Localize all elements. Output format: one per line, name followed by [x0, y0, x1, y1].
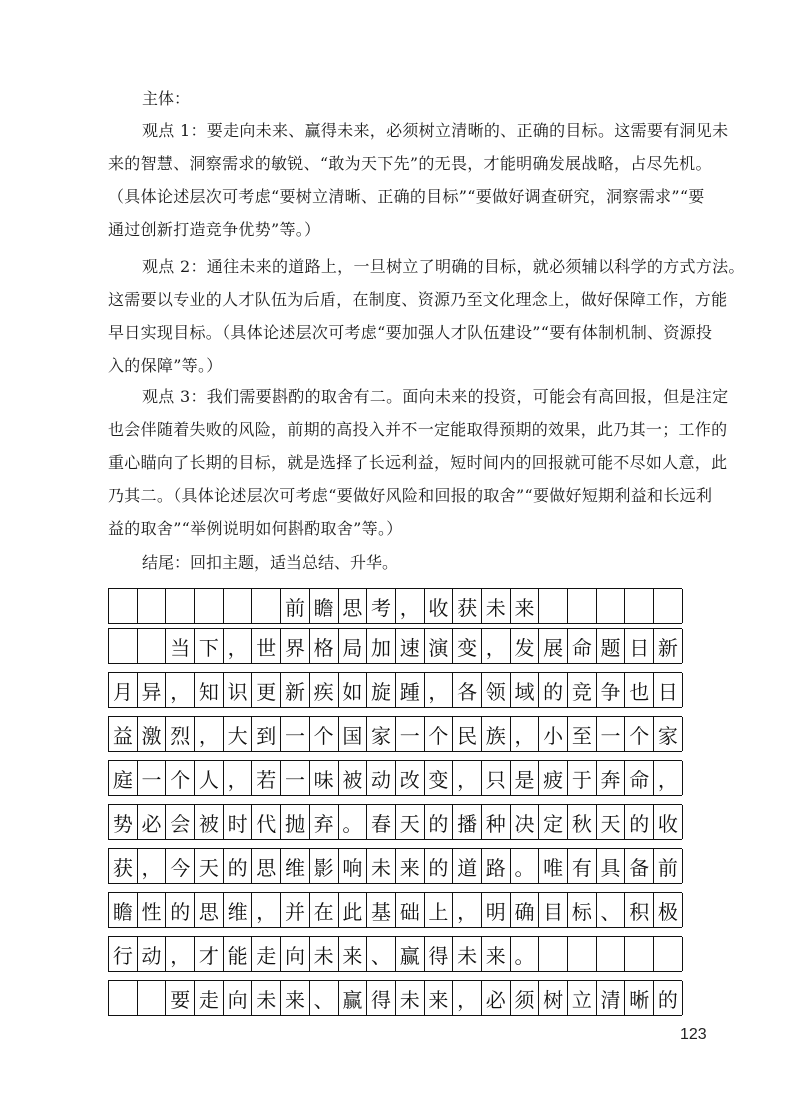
text-line: 观点 1：要走向未来、赢得未来，必须树立清晰的、正确的目标。这需要有洞见未 — [142, 121, 729, 140]
grid-cell: ， — [166, 673, 195, 707]
grid-cell: 。 — [511, 849, 540, 883]
paragraph-viewpoint-2 — [108, 250, 745, 382]
grid-cell: 极 — [654, 893, 683, 927]
grid-cell: 并 — [281, 893, 310, 927]
grid-cell: 备 — [625, 849, 654, 883]
grid-cell: 必 — [482, 981, 511, 1015]
grid-cell: 下 — [195, 629, 224, 663]
grid-cell: 天 — [597, 805, 626, 839]
grid-cell: 如 — [339, 673, 368, 707]
grid-cell: 日 — [625, 629, 654, 663]
grid-cell: 秋 — [568, 805, 597, 839]
grid-cell: 基 — [367, 893, 396, 927]
grid-cell: 天 — [195, 849, 224, 883]
grid-cell: 走 — [195, 981, 224, 1015]
grid-row — [108, 672, 682, 708]
grid-cell: 天 — [396, 805, 425, 839]
paragraph-viewpoint-1 — [108, 114, 729, 246]
grid-cell — [138, 629, 167, 663]
grid-cell: 踵 — [396, 673, 425, 707]
grid-cell: 被 — [195, 805, 224, 839]
grid-row — [108, 628, 682, 664]
grid-cell: 速 — [396, 629, 425, 663]
grid-cell: 格 — [310, 629, 339, 663]
grid-cell: 改 — [396, 761, 425, 795]
grid-row — [108, 588, 682, 624]
grid-cell: 性 — [138, 893, 167, 927]
grid-cell: 必 — [138, 805, 167, 839]
page-number: 123 — [680, 1026, 707, 1043]
grid-cell: 命 — [568, 629, 597, 663]
grid-cell — [654, 589, 683, 623]
grid-cell: 来 — [281, 981, 310, 1015]
grid-cell: ， — [224, 761, 253, 795]
grid-cell: 明 — [482, 893, 511, 927]
grid-cell: 势 — [109, 805, 138, 839]
text-line: 来的智慧、洞察需求的敏锐、“敢为天下先”的无畏，才能明确发展战略，占尽先机。 — [108, 154, 712, 173]
grid-cell: 标 — [568, 893, 597, 927]
grid-cell: 族 — [482, 717, 511, 751]
grid-cell — [597, 589, 626, 623]
grid-cell: 思 — [195, 893, 224, 927]
grid-cell — [568, 589, 597, 623]
grid-cell: 烈 — [166, 717, 195, 751]
grid-cell: 决 — [511, 805, 540, 839]
grid-cell: 界 — [281, 629, 310, 663]
grid-cell: 小 — [539, 717, 568, 751]
grid-cell: 须 — [511, 981, 540, 1015]
grid-cell: 、 — [597, 893, 626, 927]
grid-cell: 家 — [654, 717, 683, 751]
grid-cell: 庭 — [109, 761, 138, 795]
grid-cell: 一 — [281, 717, 310, 751]
grid-cell: ， — [453, 761, 482, 795]
grid-cell: 目 — [539, 893, 568, 927]
grid-cell: 道 — [453, 849, 482, 883]
grid-cell: 种 — [482, 805, 511, 839]
grid-cell: 知 — [195, 673, 224, 707]
grid-cell: 月 — [109, 673, 138, 707]
grid-cell: 未 — [252, 981, 281, 1015]
grid-cell: 得 — [367, 981, 396, 1015]
grid-cell: 前 — [281, 589, 310, 623]
grid-cell: 被 — [339, 761, 368, 795]
grid-row — [108, 980, 682, 1016]
grid-cell: 人 — [195, 761, 224, 795]
grid-cell: 能 — [224, 937, 253, 971]
grid-cell: ， — [482, 629, 511, 663]
grid-cell: 的 — [224, 849, 253, 883]
grid-cell: 竞 — [568, 673, 597, 707]
grid-cell: 至 — [568, 717, 597, 751]
grid-cell: 一 — [597, 717, 626, 751]
grid-cell: 未 — [367, 849, 396, 883]
grid-cell: 变 — [425, 761, 454, 795]
grid-cell: 动 — [367, 761, 396, 795]
grid-cell — [138, 981, 167, 1015]
grid-cell: 收 — [654, 805, 683, 839]
grid-cell — [195, 589, 224, 623]
grid-cell: 的 — [539, 673, 568, 707]
grid-cell: 于 — [568, 761, 597, 795]
grid-cell: 疾 — [310, 673, 339, 707]
text-line: 通过创新打造竞争优势”等。） — [108, 220, 321, 239]
section-heading: 主体： — [142, 89, 191, 108]
grid-cell: 来 — [482, 937, 511, 971]
grid-cell: 。 — [511, 937, 540, 971]
grid-cell: 维 — [281, 849, 310, 883]
grid-cell: 、 — [367, 937, 396, 971]
grid-cell: 的 — [425, 805, 454, 839]
grid-cell: 具 — [597, 849, 626, 883]
grid-cell: 一 — [396, 717, 425, 751]
grid-cell: 未 — [453, 937, 482, 971]
text-line: 也会伴随着失败的风险，前期的高投入并不一定能取得预期的效果，此乃其一；工作的 — [108, 420, 728, 439]
grid-cell: ， — [425, 673, 454, 707]
grid-cell: 发 — [511, 629, 540, 663]
grid-cell: 清 — [597, 981, 626, 1015]
grid-cell: 争 — [597, 673, 626, 707]
grid-row — [108, 848, 682, 884]
grid-cell: 的 — [625, 805, 654, 839]
grid-cell: 、 — [310, 981, 339, 1015]
grid-cell: 若 — [252, 761, 281, 795]
grid-cell: 世 — [252, 629, 281, 663]
grid-cell: 赢 — [396, 937, 425, 971]
grid-cell: 更 — [252, 673, 281, 707]
grid-row — [108, 936, 682, 972]
grid-cell: 旋 — [367, 673, 396, 707]
grid-cell: ， — [453, 981, 482, 1015]
grid-cell — [625, 937, 654, 971]
grid-cell: 未 — [396, 981, 425, 1015]
grid-cell: 要 — [166, 981, 195, 1015]
grid-cell: 个 — [310, 717, 339, 751]
grid-cell: 定 — [539, 805, 568, 839]
grid-cell: 个 — [625, 717, 654, 751]
grid-row — [108, 716, 682, 752]
grid-cell: 当 — [166, 629, 195, 663]
grid-cell: 的 — [425, 849, 454, 883]
grid-cell: 的 — [166, 893, 195, 927]
paragraph-conclusion: 结尾：回扣主题，适当总结、升华。 — [142, 553, 399, 572]
grid-cell: 域 — [511, 673, 540, 707]
grid-cell: 加 — [367, 629, 396, 663]
grid-cell: 播 — [453, 805, 482, 839]
grid-cell: 时 — [224, 805, 253, 839]
grid-cell — [109, 589, 138, 623]
grid-cell: 赢 — [339, 981, 368, 1015]
paragraph-viewpoint-3 — [108, 380, 729, 545]
grid-cell: 到 — [252, 717, 281, 751]
grid-cell: 向 — [281, 937, 310, 971]
grid-cell: 今 — [166, 849, 195, 883]
grid-cell: ， — [654, 761, 683, 795]
grid-cell: 大 — [224, 717, 253, 751]
grid-cell: 路 — [482, 849, 511, 883]
grid-cell: 在 — [310, 893, 339, 927]
grid-cell: 个 — [166, 761, 195, 795]
grid-cell: 来 — [511, 589, 540, 623]
grid-cell: 家 — [367, 717, 396, 751]
grid-cell: 行 — [109, 937, 138, 971]
grid-cell: 也 — [625, 673, 654, 707]
grid-cell: ， — [138, 849, 167, 883]
grid-cell — [568, 937, 597, 971]
grid-cell: 有 — [568, 849, 597, 883]
grid-cell: 得 — [425, 937, 454, 971]
grid-cell: 瞻 — [109, 893, 138, 927]
grid-cell: 来 — [339, 937, 368, 971]
grid-cell: 获 — [453, 589, 482, 623]
grid-cell: 树 — [539, 981, 568, 1015]
grid-cell: 各 — [453, 673, 482, 707]
grid-cell — [597, 937, 626, 971]
grid-cell: 代 — [252, 805, 281, 839]
grid-cell — [109, 629, 138, 663]
grid-row — [108, 760, 682, 796]
grid-cell: 演 — [425, 629, 454, 663]
grid-cell: 影 — [310, 849, 339, 883]
grid-cell: 向 — [224, 981, 253, 1015]
grid-cell: 获 — [109, 849, 138, 883]
grid-cell — [252, 589, 281, 623]
grid-cell: 未 — [482, 589, 511, 623]
grid-cell: 考 — [367, 589, 396, 623]
grid-cell: 弃 — [310, 805, 339, 839]
grid-cell: 走 — [252, 937, 281, 971]
grid-cell: 奔 — [597, 761, 626, 795]
grid-cell: 础 — [396, 893, 425, 927]
grid-cell: 一 — [138, 761, 167, 795]
grid-cell — [539, 589, 568, 623]
grid-cell: 上 — [425, 893, 454, 927]
grid-cell: 局 — [339, 629, 368, 663]
grid-cell: 响 — [339, 849, 368, 883]
grid-cell: 国 — [339, 717, 368, 751]
grid-cell: 动 — [138, 937, 167, 971]
grid-cell — [109, 981, 138, 1015]
grid-cell: 变 — [453, 629, 482, 663]
text-line: 重心瞄向了长期的目标，就是选择了长远利益，短时间内的回报就可能不尽如人意，此 — [108, 453, 728, 472]
grid-cell: 识 — [224, 673, 253, 707]
grid-cell: 唯 — [539, 849, 568, 883]
grid-cell: 思 — [339, 589, 368, 623]
grid-cell: 积 — [625, 893, 654, 927]
text-line: 观点 3：我们需要斟酌的取舍有二。面向未来的投资，可能会有高回报，但是注定 — [142, 387, 729, 406]
grid-cell: 春 — [367, 805, 396, 839]
grid-cell — [625, 589, 654, 623]
grid-row — [108, 892, 682, 928]
grid-cell: 民 — [453, 717, 482, 751]
grid-cell: 个 — [425, 717, 454, 751]
grid-cell: 的 — [654, 981, 683, 1015]
grid-cell: 来 — [425, 981, 454, 1015]
text-line: （具体论述层次可考虑“要树立清晰、正确的目标”“要做好调查研究，洞察需求”“要 — [108, 187, 705, 206]
grid-cell: ， — [396, 589, 425, 623]
grid-cell: 领 — [482, 673, 511, 707]
grid-cell: 瞻 — [310, 589, 339, 623]
grid-cell: ， — [252, 893, 281, 927]
grid-cell: 。 — [339, 805, 368, 839]
grid-cell: 命 — [625, 761, 654, 795]
grid-cell: 未 — [310, 937, 339, 971]
grid-cell — [654, 937, 683, 971]
grid-cell: 前 — [654, 849, 683, 883]
text-line: 入的保障”等。） — [108, 356, 223, 375]
text-line: 早日实现目标。（具体论述层次可考虑“要加强人才队伍建设”“要有体制机制、资源投 — [108, 323, 713, 342]
grid-cell: 一 — [281, 761, 310, 795]
grid-cell: 新 — [281, 673, 310, 707]
text-line: 这需要以专业的人才队伍为后盾，在制度、资源乃至文化理念上，做好保障工作，方能 — [108, 290, 728, 309]
text-line: 观点 2：通往未来的道路上，一旦树立了明确的目标，就必须辅以科学的方式方法。 — [142, 257, 745, 276]
grid-row — [108, 804, 682, 840]
grid-cell: 来 — [396, 849, 425, 883]
grid-cell: 抛 — [281, 805, 310, 839]
grid-cell: 会 — [166, 805, 195, 839]
grid-cell: 日 — [654, 673, 683, 707]
grid-cell: 只 — [482, 761, 511, 795]
grid-cell — [138, 589, 167, 623]
grid-cell: 思 — [252, 849, 281, 883]
grid-cell: ， — [511, 717, 540, 751]
text-line: 乃其二。（具体论述层次可考虑“要做好风险和回报的取舍”“要做好短期利益和长远利 — [108, 486, 713, 505]
grid-cell: 立 — [568, 981, 597, 1015]
grid-cell — [166, 589, 195, 623]
grid-cell: ， — [195, 717, 224, 751]
grid-cell: 题 — [597, 629, 626, 663]
text-line: 益的取舍”“举例说明如何斟酌取舍”等。） — [108, 519, 403, 538]
grid-cell: ， — [453, 893, 482, 927]
grid-cell — [224, 589, 253, 623]
grid-cell: 是 — [511, 761, 540, 795]
grid-cell: 收 — [425, 589, 454, 623]
grid-cell: 才 — [195, 937, 224, 971]
grid-cell: 此 — [339, 893, 368, 927]
grid-cell: 异 — [138, 673, 167, 707]
grid-cell: 展 — [539, 629, 568, 663]
grid-cell: ， — [224, 629, 253, 663]
grid-cell: 确 — [511, 893, 540, 927]
grid-cell: 激 — [138, 717, 167, 751]
grid-cell: 晰 — [625, 981, 654, 1015]
grid-cell — [539, 937, 568, 971]
grid-cell: 维 — [224, 893, 253, 927]
grid-cell: 味 — [310, 761, 339, 795]
grid-cell: 益 — [109, 717, 138, 751]
grid-cell: 疲 — [539, 761, 568, 795]
grid-cell: ， — [166, 937, 195, 971]
grid-cell: 新 — [654, 629, 683, 663]
